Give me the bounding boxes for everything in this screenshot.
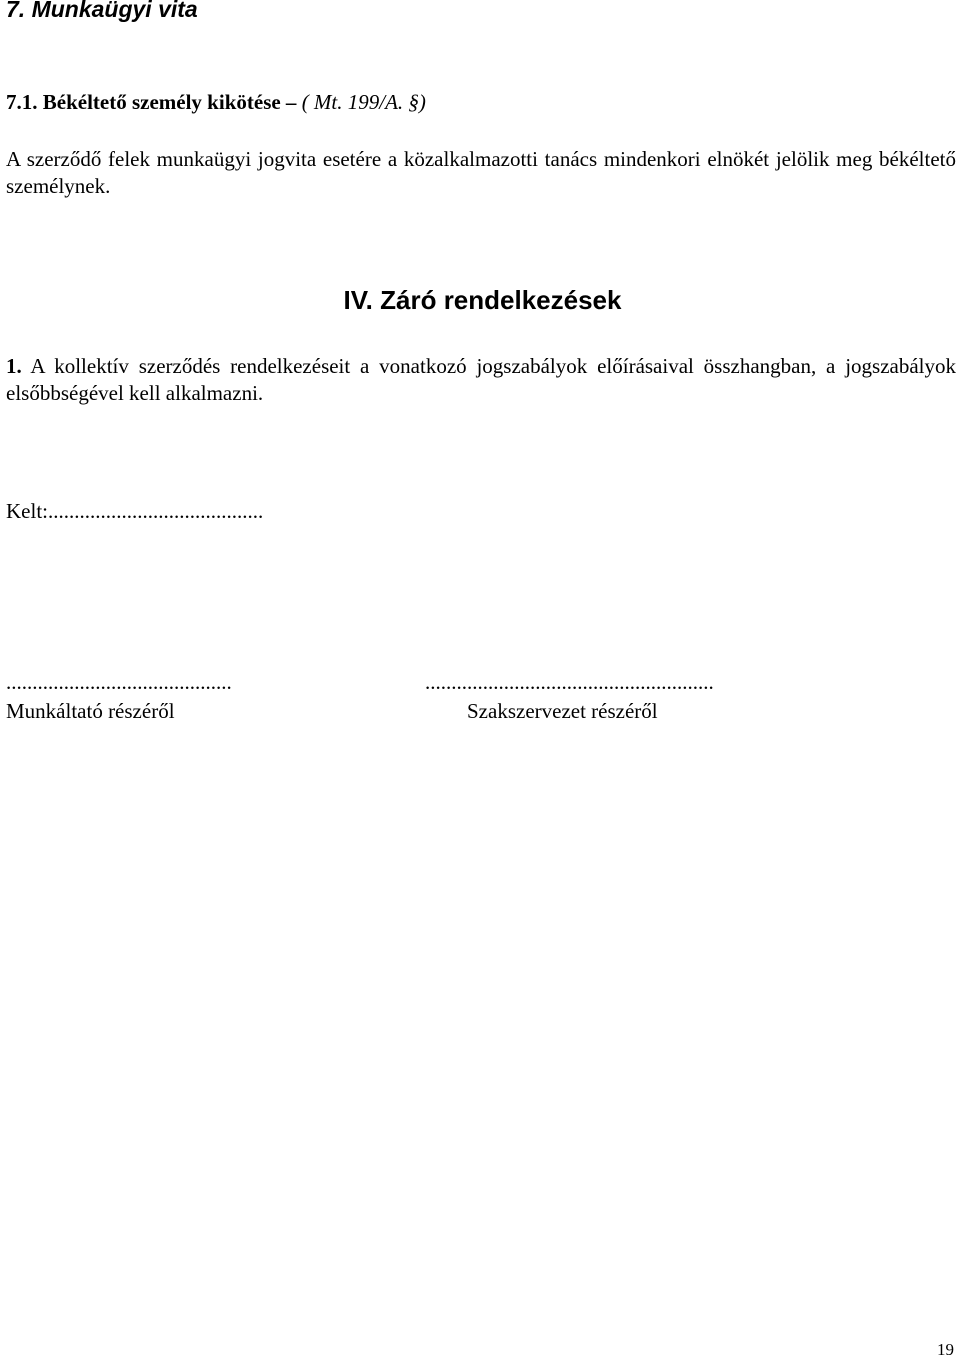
legal-reference: ( Mt. 199/A. §) — [301, 90, 426, 114]
union-signature-line: ....................................................... — [425, 670, 714, 694]
paragraph-number: 1. — [6, 354, 22, 378]
section-heading: 7. Munkaügyi vita — [6, 0, 198, 22]
paragraph-final-provisions — [6, 353, 956, 407]
paragraph-mediator: A szerződő felek munkaügyi jogvita esetére a közalkalmazotti tanács mindenkori elnökét jelölik meg békéltető személynek. — [6, 147, 956, 198]
employer-signature-line: ........................................... — [6, 670, 232, 694]
page-number: 19 — [937, 1340, 954, 1359]
chapter-heading: IV. Záró rendelkezések — [343, 285, 622, 315]
paragraph-text: A kollektív szerződés rendelkezéseit a vonatkozó jogszabályok előírásaival összhangban, a jogszabályok elsőbbségével kell alkalmazni. — [6, 354, 956, 405]
subsection-heading — [6, 88, 426, 116]
date-line: Kelt:......................................... — [6, 499, 264, 523]
subsection-title: 7.1. Békéltető személy kikötése – — [6, 90, 297, 114]
union-signature-label: Szakszervezet részéről — [467, 699, 658, 723]
employer-signature-label: Munkáltató részéről — [6, 699, 175, 723]
